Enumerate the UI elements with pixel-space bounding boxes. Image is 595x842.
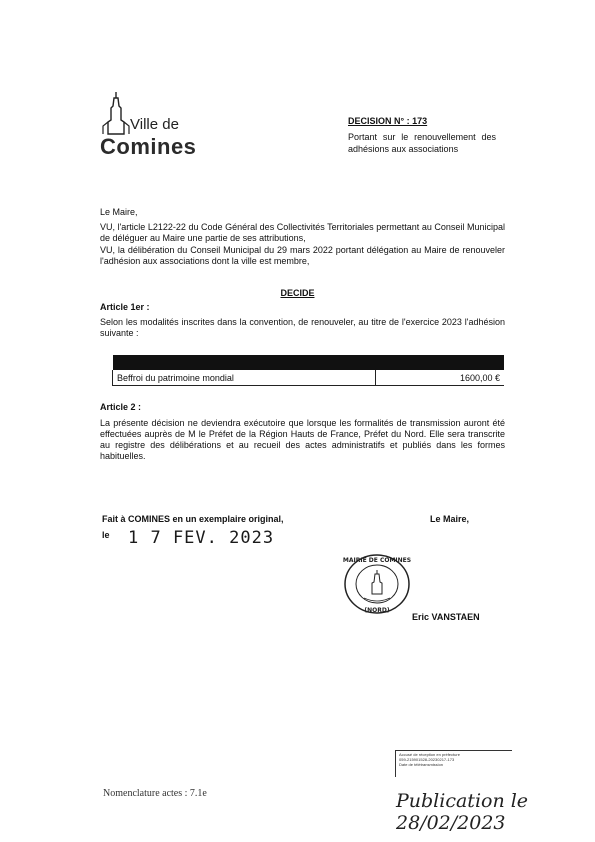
intro-text: Le Maire,	[100, 207, 138, 217]
table-header-cell	[113, 355, 505, 370]
vu-paragraph-1: VU, l'article L2122-22 du Code Général des Collectivités Territoriales permettant au Conseil Municipal de déléguer au Maire une partie de ses attributions,	[100, 222, 505, 243]
stamp-line-1: Accusé de réception en préfecture	[399, 752, 460, 757]
le-label: le	[102, 530, 110, 540]
decision-subtitle: Portant sur le renouvellement des adhésions aux associations	[348, 132, 496, 154]
association-name: Beffroi du patrimoine mondial	[117, 372, 234, 383]
prefecture-stamp	[395, 750, 512, 777]
stamp-line-3: Date de télétransmission	[399, 762, 444, 767]
article-2-title: Article 2 :	[100, 402, 142, 412]
stamp-line-2: 059-215901528-20230217-173	[399, 757, 455, 762]
article-1-title: Article 1er :	[100, 302, 150, 312]
table-cell-amount	[376, 370, 505, 386]
vu-paragraph-2: VU, la délibération du Conseil Municipal du 29 mars 2022 portant délégation au Maire de renouveler l'adhésion aux associations dont la ville est membre,	[100, 245, 505, 266]
table-header-row	[113, 355, 505, 370]
svg-text:(NORD): (NORD)	[364, 607, 390, 614]
article-2-text: La présente décision ne deviendra exécutoire que lorsque les formalités de transmission auront été effectuées auprès de M le Préfet de la Région Hauts de France, Préfet du Nord. Elle sera transcrite au registre des délibérations et au recueil des actes administratifs et publiés dans les formes habituelles.	[100, 418, 505, 461]
mairie-seal-icon	[342, 552, 412, 616]
svg-text:MAIRIE DE COMINES: MAIRIE DE COMINES	[342, 557, 412, 564]
publication-date: Publication le 28/02/2023	[396, 790, 529, 834]
nomenclature-text: Nomenclature actes : 7.1e	[103, 788, 207, 799]
signature-date: 1 7 FEV. 2023	[128, 528, 275, 548]
logo-text-comines: Comines	[100, 134, 197, 159]
article-1-text: Selon les modalités inscrites dans la convention, de renouveler, au titre de l'exercice 2023 l'adhésion suivante :	[100, 317, 505, 338]
adhesion-table	[112, 355, 504, 386]
table-cell-label	[113, 370, 376, 386]
fait-a-text: Fait à COMINES en un exemplaire original,	[102, 514, 284, 524]
decide-heading: DECIDE	[280, 288, 315, 298]
table-row	[113, 370, 505, 386]
mayor-name: Eric VANSTAEN	[412, 612, 480, 622]
belfry-logo-icon	[100, 92, 132, 136]
logo-text-ville: Ville de	[130, 116, 179, 133]
decision-number: DECISION N° : 173	[348, 116, 428, 126]
le-maire-label: Le Maire,	[430, 514, 470, 524]
association-amount: 1600,00 €	[459, 372, 500, 383]
